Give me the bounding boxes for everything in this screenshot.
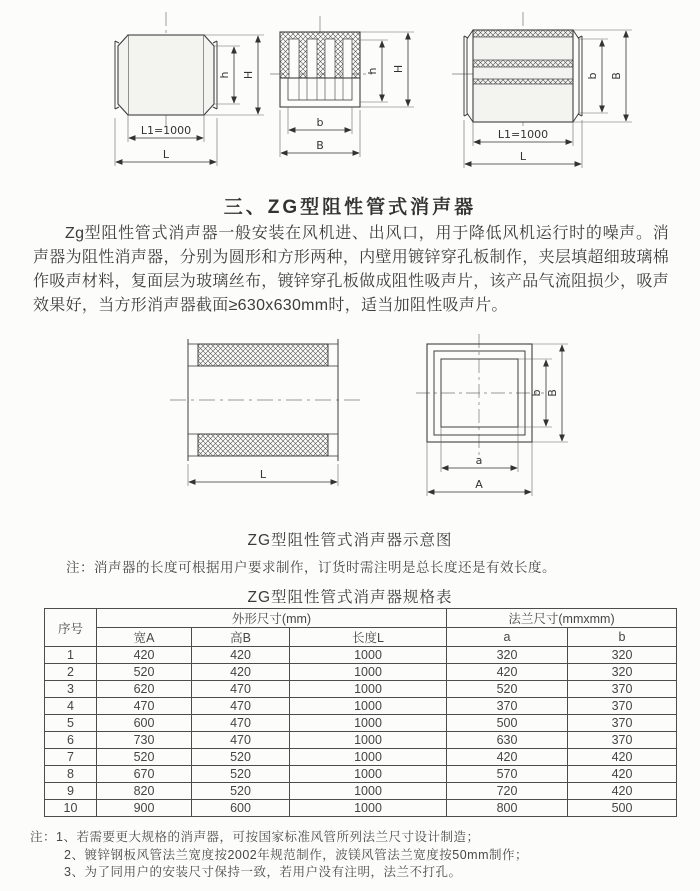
col-header-index: 序号 (45, 609, 97, 647)
dim-label-L1: L1=1000 (497, 128, 549, 141)
spec-table-title: ZG型阻性管式消声器规格表 (247, 589, 453, 606)
cell-height-b: 520 (192, 766, 290, 783)
footnote-line: 注：1、若需要更大规格的消声器，可按国家标准风管所列法兰尺寸设计制造； (30, 830, 480, 844)
figure-square-cross-section (412, 332, 574, 504)
table-row (45, 664, 677, 681)
cell-width-a: 520 (97, 749, 192, 766)
cell-length-l: 1000 (290, 766, 447, 783)
table-row (45, 715, 677, 732)
dim-label-h: h (366, 67, 379, 75)
dim-label-B: B (316, 139, 324, 152)
cell-flange-a: 320 (447, 647, 568, 664)
col-header-width-a: 宽A (97, 628, 192, 647)
cell-length-l: 1000 (290, 732, 447, 749)
cell-index: 3 (45, 681, 97, 698)
cell-length-l: 1000 (290, 800, 447, 817)
dim-label-b: b (316, 116, 324, 129)
footnote-line: 3、为了同用户的安装尺寸保持一致，若用户没有注明，法兰不打孔。 (64, 865, 462, 879)
table-row (45, 783, 677, 800)
cell-flange-a: 500 (447, 715, 568, 732)
dim-label-L: L (162, 148, 170, 161)
cell-height-b: 470 (192, 715, 290, 732)
table-row (45, 732, 677, 749)
cell-height-b: 420 (192, 647, 290, 664)
section-heading: 三、ZG型阻性管式消声器 (223, 197, 477, 218)
cell-height-b: 600 (192, 800, 290, 817)
spec-table (44, 608, 677, 817)
cell-width-a: 900 (97, 800, 192, 817)
cell-index: 9 (45, 783, 97, 800)
dim-label-h: h (218, 71, 231, 79)
cell-flange-b: 500 (568, 800, 677, 817)
intro-paragraph: Zg型阻性管式消声器一般安装在风机进、出风口，用于降低风机运行时的噪声。消声器为阻性消声器，分别为圆形和方形两种，内壁用镀锌穿孔板制作，夹层填超细玻璃棉作吸声材料，复面层为玻璃丝布，镀锌穿孔板做成阻性吸声片，该产品气流阻损少，吸声效果好，当方形消声器截面≥630x630mm时，适当加阻性吸声片。 (33, 225, 669, 314)
dim-label-a: a (475, 454, 483, 467)
cell-flange-a: 420 (447, 749, 568, 766)
cell-length-l: 1000 (290, 715, 447, 732)
dim-label-L: L (259, 468, 267, 481)
cell-width-a: 600 (97, 715, 192, 732)
dim-label-H: H (242, 70, 255, 80)
cell-index: 1 (45, 647, 97, 664)
cell-flange-a: 800 (447, 800, 568, 817)
col-header-height-b: 高B (192, 628, 290, 647)
cell-length-l: 1000 (290, 664, 447, 681)
dim-label-B: B (546, 389, 559, 397)
cell-index: 4 (45, 698, 97, 715)
figure-square-silencer-side (448, 10, 640, 174)
cell-width-a: 520 (97, 664, 192, 681)
cell-width-a: 670 (97, 766, 192, 783)
cell-flange-a: 420 (447, 664, 568, 681)
cell-width-a: 420 (97, 647, 192, 664)
spec-table-header (45, 609, 677, 647)
cell-width-a: 620 (97, 681, 192, 698)
col-header-length-l: 长度L (290, 628, 447, 647)
cell-flange-b: 320 (568, 664, 677, 681)
col-group-flange-dims: 法兰尺寸(mmxmm) (447, 609, 677, 628)
cell-flange-b: 370 (568, 715, 677, 732)
cell-length-l: 1000 (290, 647, 447, 664)
figure-round-silencer-side (98, 10, 270, 174)
cell-width-a: 470 (97, 698, 192, 715)
cell-length-l: 1000 (290, 749, 447, 766)
table-row (45, 698, 677, 715)
cell-flange-b: 370 (568, 681, 677, 698)
cell-flange-a: 720 (447, 783, 568, 800)
footnote-line: 2、镀锌钢板风管法兰宽度按2002年规范制作，波镁风管法兰宽度按50mm制作； (64, 847, 528, 862)
cell-flange-b: 370 (568, 732, 677, 749)
table-row (45, 766, 677, 783)
cell-height-b: 520 (192, 783, 290, 800)
dim-label-b: b (530, 389, 543, 397)
table-row (45, 800, 677, 817)
dim-label-L1: L1=1000 (140, 124, 192, 137)
cell-length-l: 1000 (290, 681, 447, 698)
cell-height-b: 470 (192, 698, 290, 715)
cell-flange-b: 320 (568, 647, 677, 664)
cell-index: 2 (45, 664, 97, 681)
cell-flange-b: 420 (568, 783, 677, 800)
cell-flange-a: 520 (447, 681, 568, 698)
table-row (45, 681, 677, 698)
footnotes (30, 829, 528, 882)
cell-index: 8 (45, 766, 97, 783)
cell-height-b: 470 (192, 681, 290, 698)
dim-label-A: A (475, 478, 483, 491)
cell-flange-a: 630 (447, 732, 568, 749)
cell-flange-b: 420 (568, 749, 677, 766)
figure-round-silencer-section (168, 336, 363, 492)
figure-caption: ZG型阻性管式消声器示意图 (247, 532, 453, 549)
cell-index: 6 (45, 732, 97, 749)
cell-flange-b: 370 (568, 698, 677, 715)
dim-label-L: L (519, 150, 527, 163)
cell-length-l: 1000 (290, 698, 447, 715)
cell-length-l: 1000 (290, 783, 447, 800)
dim-label-B: B (610, 72, 623, 80)
dim-label-H: H (392, 64, 405, 74)
spec-table-body (45, 647, 677, 817)
table-row (45, 647, 677, 664)
cell-width-a: 730 (97, 732, 192, 749)
col-header-flange-a: a (447, 628, 568, 647)
cell-width-a: 820 (97, 783, 192, 800)
cell-height-b: 420 (192, 664, 290, 681)
cell-height-b: 470 (192, 732, 290, 749)
dim-label-b: b (586, 72, 599, 80)
col-header-flange-b: b (568, 628, 677, 647)
cell-index: 5 (45, 715, 97, 732)
cell-flange-a: 570 (447, 766, 568, 783)
cell-index: 10 (45, 800, 97, 817)
cell-height-b: 520 (192, 749, 290, 766)
col-group-outer-dims: 外形尺寸(mm) (97, 609, 447, 628)
cell-flange-b: 420 (568, 766, 677, 783)
cell-index: 7 (45, 749, 97, 766)
cell-flange-a: 370 (447, 698, 568, 715)
figure-square-silencer-front (268, 14, 428, 172)
figure-note: 注：消声器的长度可根据用户要求制作，订货时需注明是总长度还是有效长度。 (66, 560, 556, 575)
table-row (45, 749, 677, 766)
